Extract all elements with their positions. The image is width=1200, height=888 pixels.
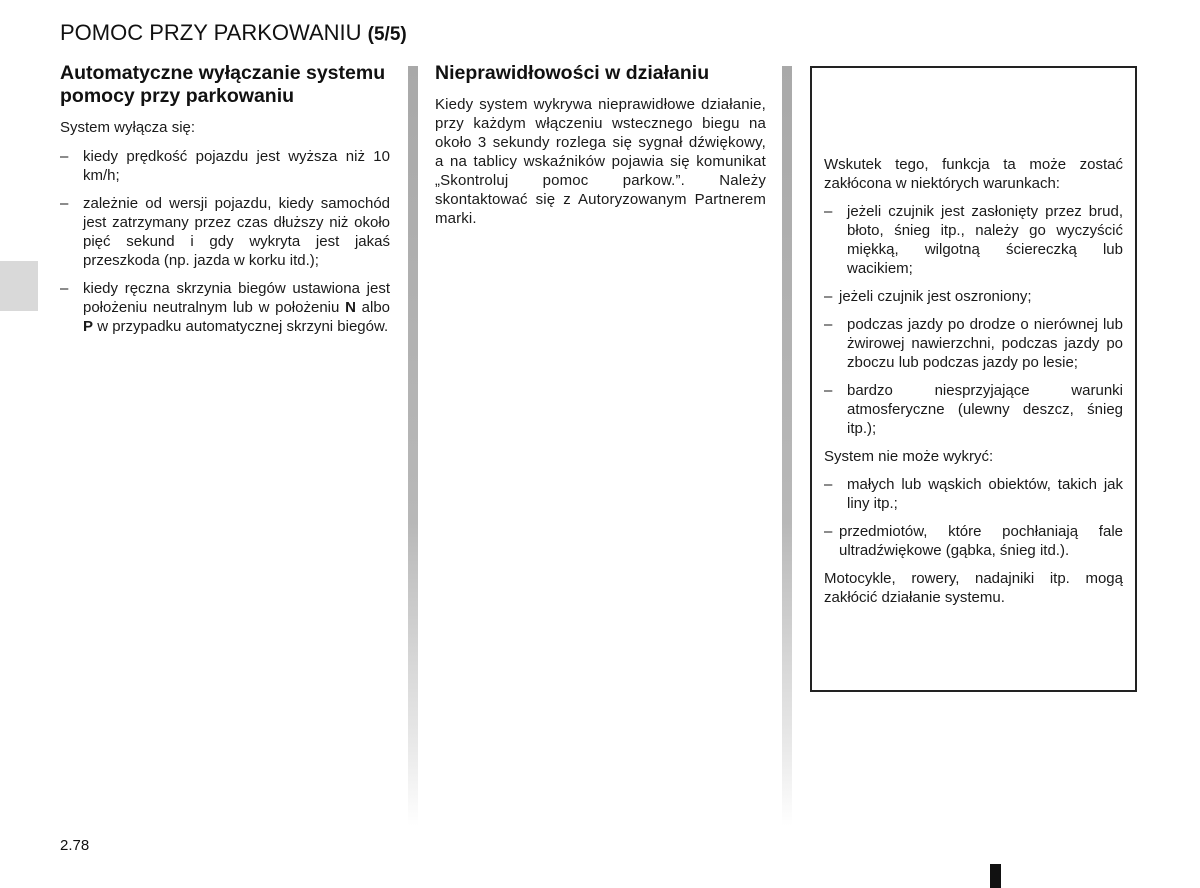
dash-bullet: – xyxy=(824,288,833,305)
dash-bullet: – xyxy=(60,148,69,165)
dash-bullet: – xyxy=(824,476,833,493)
cannot-detect-list xyxy=(824,475,1123,560)
dash-bullet: – xyxy=(824,316,833,333)
list-item-text: jeżeli czujnik jest oszroniony; xyxy=(839,288,1032,305)
list-item-text: zależnie od wersji pojazdu, kiedy samochód jest zatrzymany przez czas dłuższy niż około pięć sekund i gdy wykryta jest jakaś przeszkoda (np. jazda w korku itd.); xyxy=(83,195,390,269)
page-title-text: POMOC PRZY PARKOWANIU xyxy=(60,20,362,45)
list-item-text: kiedy prędkość pojazdu jest wyższa niż 10 km/h; xyxy=(83,148,390,184)
gear-n-label: N xyxy=(345,299,356,316)
list-item xyxy=(60,147,390,185)
gear-p-label: P xyxy=(83,318,94,335)
notice-intro: Wskutek tego, funkcja ta może zostać zakłócona w niektórych warunkach: xyxy=(824,156,1123,192)
chapter-tab xyxy=(0,261,38,311)
column-divider-right xyxy=(782,66,792,826)
list-item-text: małych lub wąskich obiektów, takich jak liny itp.; xyxy=(847,476,1123,512)
auto-off-list xyxy=(60,147,390,336)
dash-bullet: – xyxy=(824,382,833,399)
dash-bullet: – xyxy=(60,280,69,297)
malfunction-body: Kiedy system wykrywa nieprawidłowe działanie, przy każdym włączeniu wstecznego biegu na około 3 sekundy rozlega się sygnał dźwiękowy, a na tablicy wskaźników pojawia się komunikat „Skontroluj pomoc parkow.”. Należy skontaktować się z Autoryzowanym Partnerem marki. xyxy=(435,96,766,227)
dash-bullet: – xyxy=(824,203,833,220)
list-item xyxy=(824,202,1123,278)
middle-column xyxy=(435,62,766,238)
page-edge-marker xyxy=(990,864,1001,888)
dash-bullet: – xyxy=(60,195,69,212)
list-item-text: jeżeli czujnik jest zasłonięty przez brud, błoto, śnieg itp., należy go wyczyścić miękką, wilgotną ściereczką lub wacikiem; xyxy=(847,203,1123,277)
list-item-text: w przypadku automatycznej skrzyni biegów. xyxy=(97,318,389,335)
list-item-text: podczas jazdy po drodze o nierównej lub żwirowej nawierzchni, podczas jazdy po zboczu lub podczas jazdy po lesie; xyxy=(847,316,1123,371)
list-item xyxy=(60,279,390,336)
list-item xyxy=(824,287,1123,306)
list-item xyxy=(824,381,1123,438)
list-item-text: kiedy ręczna skrzynia biegów ustawiona jest położeniu neutralnym lub w położeniu xyxy=(83,280,390,316)
list-item xyxy=(824,315,1123,372)
column-divider-left xyxy=(408,66,418,826)
notice-box xyxy=(810,66,1137,692)
list-item xyxy=(824,475,1123,513)
list-item-text: bardzo niesprzyjające warunki atmosferyczne (ulewny deszcz, śnieg itp.); xyxy=(847,382,1123,437)
dash-bullet: – xyxy=(824,523,833,540)
page-title xyxy=(60,20,407,46)
page-number: 2.78 xyxy=(60,837,90,854)
list-item-text: albo xyxy=(361,299,390,316)
notice-closing: Motocykle, rowery, nadajniki itp. mogą zakłócić działanie systemu. xyxy=(824,570,1123,606)
section-heading-malfunction: Nieprawidłowości w działaniu xyxy=(435,62,710,84)
section-heading-auto-off: Automatyczne wyłączanie systemu pomocy przy parkowaniu xyxy=(60,62,386,107)
list-item xyxy=(824,522,1123,560)
cannot-detect-intro: System nie może wykryć: xyxy=(824,448,994,465)
conditions-list xyxy=(824,202,1123,438)
list-item xyxy=(60,194,390,270)
list-item-text: przedmiotów, które pochłaniają fale ultradźwiękowe (gąbka, śnieg itd.). xyxy=(839,523,1123,559)
section-intro: System wyłącza się: xyxy=(60,119,196,136)
left-column xyxy=(60,62,390,345)
page-title-suffix: (5/5) xyxy=(367,24,407,45)
